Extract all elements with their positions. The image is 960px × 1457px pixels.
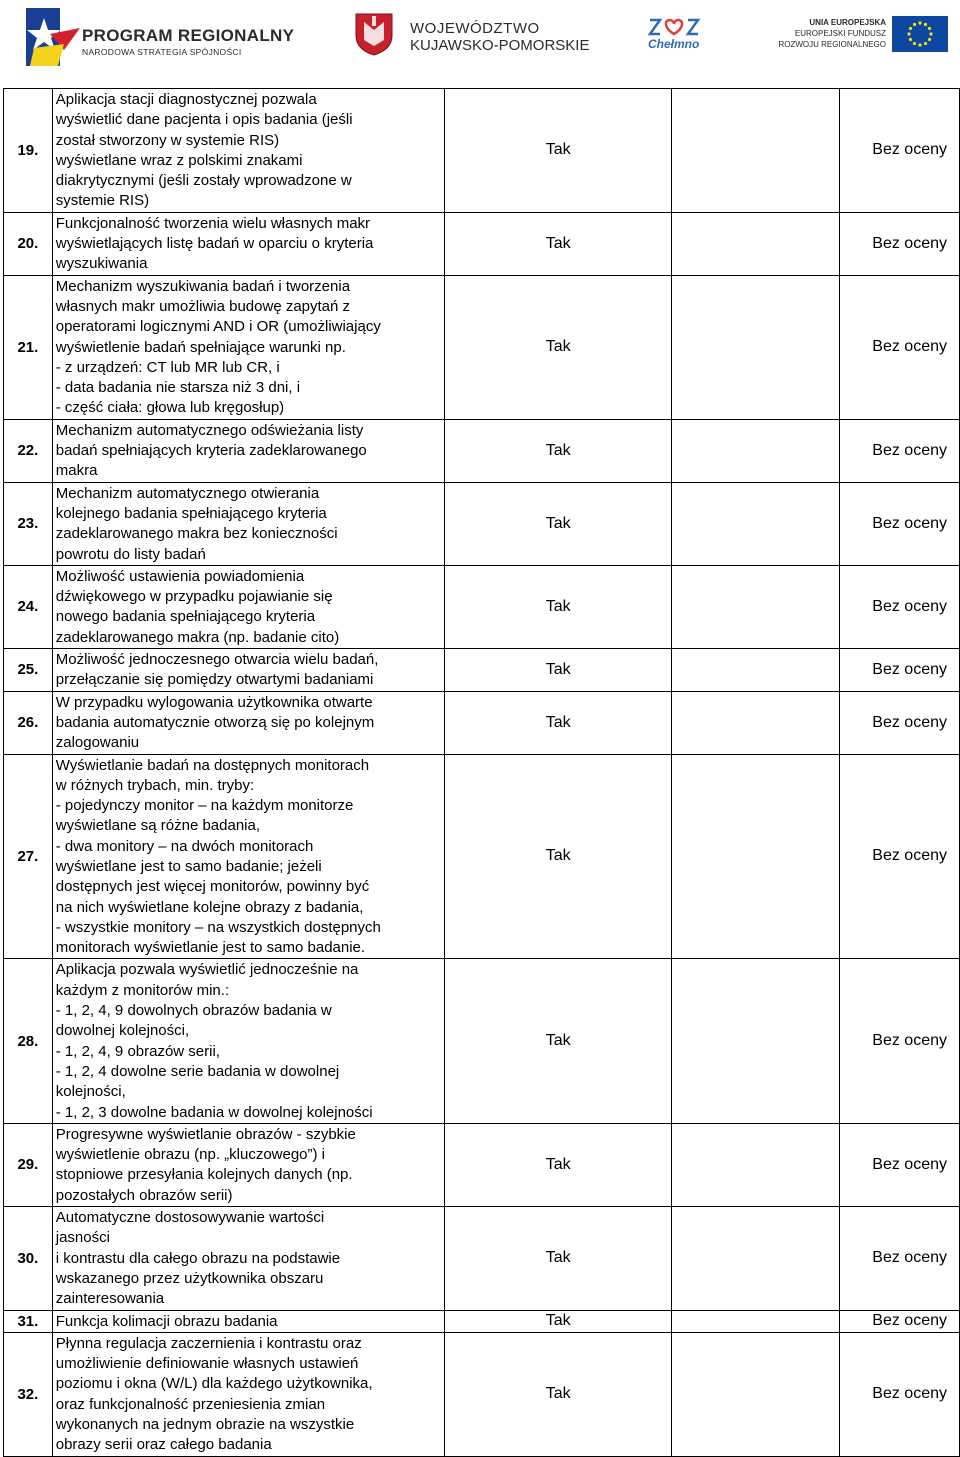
description-line: - część ciała: głowa lub kręgosłup) — [55, 399, 285, 417]
description-line: Progresywne wyświetlanie obrazów - szybkie — [55, 1125, 356, 1143]
row-requirement: Tak — [445, 1332, 672, 1456]
row-number: 22. — [4, 419, 53, 482]
table-row — [4, 419, 960, 482]
description-line: wyszukiwania — [55, 255, 148, 273]
row-offered-value[interactable] — [672, 754, 839, 959]
description-line: każdym z monitorów min.: — [55, 981, 230, 999]
description-line: - z urządzeń: CT lub MR lub CR, i — [55, 358, 280, 376]
row-scoring: Bez oceny — [839, 1123, 959, 1206]
description-line: jasności — [55, 1229, 110, 1247]
row-number: 25. — [4, 649, 53, 692]
row-requirement: Tak — [445, 482, 672, 565]
program-subtitle: NARODOWA STRATEGIA SPÓJNOŚCI — [82, 47, 242, 57]
description-line: - dwa monitory – na dwóch monitorach — [55, 837, 314, 855]
row-requirement: Tak — [445, 691, 672, 754]
description-line: Płynna regulacja zaczernienia i kontrastu oraz — [55, 1334, 362, 1352]
row-description — [52, 691, 444, 754]
row-number: 28. — [4, 959, 53, 1123]
row-scoring: Bez oceny — [839, 89, 959, 213]
program-title: PROGRAM REGIONALNY — [82, 26, 295, 45]
description-line: kolejności, — [55, 1083, 126, 1101]
row-number: 27. — [4, 754, 53, 959]
eu-logo — [766, 16, 948, 54]
description-line: diakrytycznymi (jeśli zostały wprowadzone w — [55, 172, 352, 190]
description-line: i kontrastu dla całego obrazu na podstawie — [55, 1249, 341, 1267]
row-offered-value[interactable] — [672, 1123, 839, 1206]
row-offered-value[interactable] — [672, 482, 839, 565]
description-line: nowego badania spełniającego kryteria — [55, 608, 316, 626]
description-line: stopniowe przesyłania kolejnych danych (np. — [55, 1166, 353, 1184]
region-line1: WOJEWÓDZTWO — [410, 20, 540, 37]
row-offered-value[interactable] — [672, 565, 839, 648]
program-star-icon — [20, 4, 80, 68]
description-line: dźwiękowego w przypadku pojawianie się — [55, 588, 333, 606]
row-description — [52, 89, 444, 213]
description-line: został stworzony w systemie RIS) — [55, 131, 280, 149]
description-line: Możliwość ustawienia powiadomienia — [55, 567, 305, 585]
city-logo-text: Chełmno — [648, 37, 700, 51]
row-scoring: Bez oceny — [839, 565, 959, 648]
description-line: badań spełniających kryteria zadeklarowanego — [55, 442, 367, 460]
description-line: Wyświetlanie badań na dostępnych monitorach — [55, 756, 370, 774]
row-offered-value[interactable] — [672, 959, 839, 1123]
row-description — [52, 212, 444, 275]
eu-flag-icon — [892, 16, 948, 52]
row-scoring: Bez oceny — [839, 1310, 959, 1332]
description-line: wyświetlane jest to samo badanie; jeżeli — [55, 857, 322, 875]
description-line: Automatyczne dostosowywanie wartości — [55, 1209, 325, 1227]
description-line: umożliwienie definiowanie własnych ustawień — [55, 1355, 359, 1373]
description-line: Funkcjonalność tworzenia wielu własnych makr — [55, 214, 371, 232]
description-line: Mechanizm wyszukiwania badań i tworzenia — [55, 277, 351, 295]
header-logos — [0, 0, 960, 72]
row-number: 21. — [4, 275, 53, 419]
description-line: systemie RIS) — [55, 192, 150, 210]
description-line: zalogowaniu — [55, 734, 140, 752]
description-line: wyświetlane są różne badania, — [55, 817, 261, 835]
region-crest-icon — [354, 12, 394, 56]
row-requirement: Tak — [445, 565, 672, 648]
row-offered-value[interactable] — [672, 649, 839, 692]
description-line: oraz funkcjonalność przeniesienia zmian — [55, 1395, 326, 1413]
row-number: 26. — [4, 691, 53, 754]
row-description — [52, 1207, 444, 1310]
row-offered-value[interactable] — [672, 212, 839, 275]
description-line: zadeklarowanego makra (np. badanie cito) — [55, 628, 340, 646]
description-line: - 1, 2, 4, 9 obrazów serii, — [55, 1042, 220, 1060]
description-line: - 1, 2, 3 dowolne badania w dowolnej kolejności — [55, 1103, 373, 1121]
row-offered-value[interactable] — [672, 1310, 839, 1332]
row-scoring: Bez oceny — [839, 649, 959, 692]
row-scoring: Bez oceny — [839, 275, 959, 419]
description-line: wyświetlane wraz z polskimi znakami — [55, 151, 303, 169]
row-description — [52, 482, 444, 565]
row-scoring: Bez oceny — [839, 482, 959, 565]
row-description — [52, 754, 444, 959]
description-line: Aplikacja pozwala wyświetlić jednocześnie na — [55, 961, 359, 979]
row-number: 29. — [4, 1123, 53, 1206]
description-line: powrotu do listy badań — [55, 545, 206, 563]
row-scoring: Bez oceny — [839, 754, 959, 959]
row-number: 24. — [4, 565, 53, 648]
description-line: - 1, 2, 4, 9 dowolnych obrazów badania w — [55, 1002, 332, 1020]
description-line: - 1, 2, 4 dowolne serie badania w dowolnej — [55, 1062, 340, 1080]
row-description — [52, 959, 444, 1123]
table-row — [4, 89, 960, 213]
description-line: Aplikacja stacji diagnostycznej pozwala — [55, 91, 317, 108]
row-offered-value[interactable] — [672, 89, 839, 213]
table-row — [4, 1310, 960, 1332]
row-number: 23. — [4, 482, 53, 565]
description-line: pozostałych obrazów serii) — [55, 1186, 233, 1204]
description-line: kolejnego badania spełniającego kryteria — [55, 504, 327, 522]
row-offered-value[interactable] — [672, 275, 839, 419]
row-description — [52, 1310, 444, 1332]
row-requirement: Tak — [445, 275, 672, 419]
row-scoring: Bez oceny — [839, 1332, 959, 1456]
row-requirement: Tak — [445, 212, 672, 275]
eu-line2: EUROPEJSKI FUNDUSZ — [794, 29, 886, 38]
row-requirement: Tak — [445, 419, 672, 482]
row-description — [52, 1332, 444, 1456]
row-requirement: Tak — [445, 1207, 672, 1310]
table-row — [4, 649, 960, 692]
description-line: Mechanizm automatycznego odświeżania listy — [55, 421, 364, 439]
row-description — [52, 565, 444, 648]
row-number: 19. — [4, 89, 53, 213]
description-line: - wszystkie monitory – na wszystkich dostępnych — [55, 918, 381, 936]
table-row — [4, 691, 960, 754]
description-line: dowolnej kolejności, — [55, 1022, 190, 1040]
row-number: 32. — [4, 1332, 53, 1456]
table-row — [4, 1332, 960, 1456]
row-requirement: Tak — [445, 754, 672, 959]
eu-line1: UNIA EUROPEJSKA — [809, 18, 886, 27]
description-line: obrazy serii oraz całego badania — [55, 1436, 272, 1454]
table-row — [4, 212, 960, 275]
row-number: 31. — [4, 1310, 53, 1332]
description-line: na nich wyświetlane kolejne obrazy z badania, — [55, 898, 364, 916]
description-line: dostępnych jest więcej monitorów, powinny być — [55, 878, 370, 896]
description-line: monitorach wyświetlanie jest to samo badanie. — [55, 939, 366, 957]
description-line: wskazanego przez użytkownika obszaru — [55, 1269, 324, 1287]
description-line: wyświetlenie obrazu (np. „kluczowego”) i — [55, 1146, 326, 1164]
row-scoring: Bez oceny — [839, 959, 959, 1123]
description-line: zainteresowania — [55, 1290, 165, 1308]
row-offered-value[interactable] — [672, 1332, 839, 1456]
row-description — [52, 649, 444, 692]
row-number: 20. — [4, 212, 53, 275]
row-number: 30. — [4, 1207, 53, 1310]
description-line: przełączanie się pomiędzy otwartymi badaniami — [55, 671, 374, 689]
table-row — [4, 275, 960, 419]
row-description — [52, 275, 444, 419]
description-line: Możliwość jednoczesnego otwarcia wielu badań, — [55, 651, 379, 669]
region-line2: KUJAWSKO-POMORSKIE — [410, 37, 590, 54]
description-line: wyświetlających listę badań w oparciu o kryteria — [55, 235, 374, 253]
row-description — [52, 419, 444, 482]
row-scoring: Bez oceny — [839, 1207, 959, 1310]
description-line: Mechanizm automatycznego otwierania — [55, 484, 320, 502]
row-requirement: Tak — [445, 649, 672, 692]
description-line: wyświetlenie badań spełniające warunki np. — [55, 338, 346, 356]
description-line: wyświetlić dane pacjenta i opis badania (jeśli — [55, 111, 353, 129]
row-requirement: Tak — [445, 1310, 672, 1332]
requirements-table — [3, 88, 960, 1457]
eu-line3: ROZWOJU REGIONALNEGO — [778, 40, 886, 49]
description-line: - data badania nie starsza niż 3 dni, i — [55, 379, 301, 397]
row-offered-value[interactable] — [672, 1207, 839, 1310]
description-line: - pojedynczy monitor – na każdym monitorze — [55, 797, 354, 815]
table-row — [4, 1123, 960, 1206]
wojewodztwo-logo — [354, 12, 590, 58]
description-line: operatorami logicznymi AND i OR (umożliwiający — [55, 318, 381, 336]
description-line: zadeklarowanego makra bez konieczności — [55, 525, 338, 543]
row-scoring: Bez oceny — [839, 212, 959, 275]
description-line: własnych makr umożliwia budowę zapytań z — [55, 297, 351, 315]
description-line: badania automatycznie otworzą się po kolejnym — [55, 713, 375, 731]
row-scoring: Bez oceny — [839, 691, 959, 754]
description-line: makra — [55, 462, 98, 480]
row-requirement: Tak — [445, 89, 672, 213]
chelmno-logo — [646, 16, 702, 56]
row-offered-value[interactable] — [672, 691, 839, 754]
program-regionalny-logo — [20, 4, 295, 68]
description-line: W przypadku wylogowania użytkownika otwarte — [55, 693, 373, 711]
row-offered-value[interactable] — [672, 419, 839, 482]
heart-icon — [646, 16, 702, 38]
table-row — [4, 1207, 960, 1310]
table-row — [4, 565, 960, 648]
row-description — [52, 1123, 444, 1206]
description-line: poziomu i okna (W/L) dla każdego użytkownika, — [55, 1375, 373, 1393]
table-row — [4, 959, 960, 1123]
table-row — [4, 482, 960, 565]
row-requirement: Tak — [445, 1123, 672, 1206]
description-line: wykonanych na jednym obrazie na wszystkie — [55, 1416, 355, 1433]
row-requirement: Tak — [445, 959, 672, 1123]
description-line: w różnych trybach, min. tryby: — [55, 776, 255, 794]
table-row — [4, 754, 960, 959]
row-scoring: Bez oceny — [839, 419, 959, 482]
description-line: Funkcja kolimacji obrazu badania — [55, 1312, 278, 1330]
